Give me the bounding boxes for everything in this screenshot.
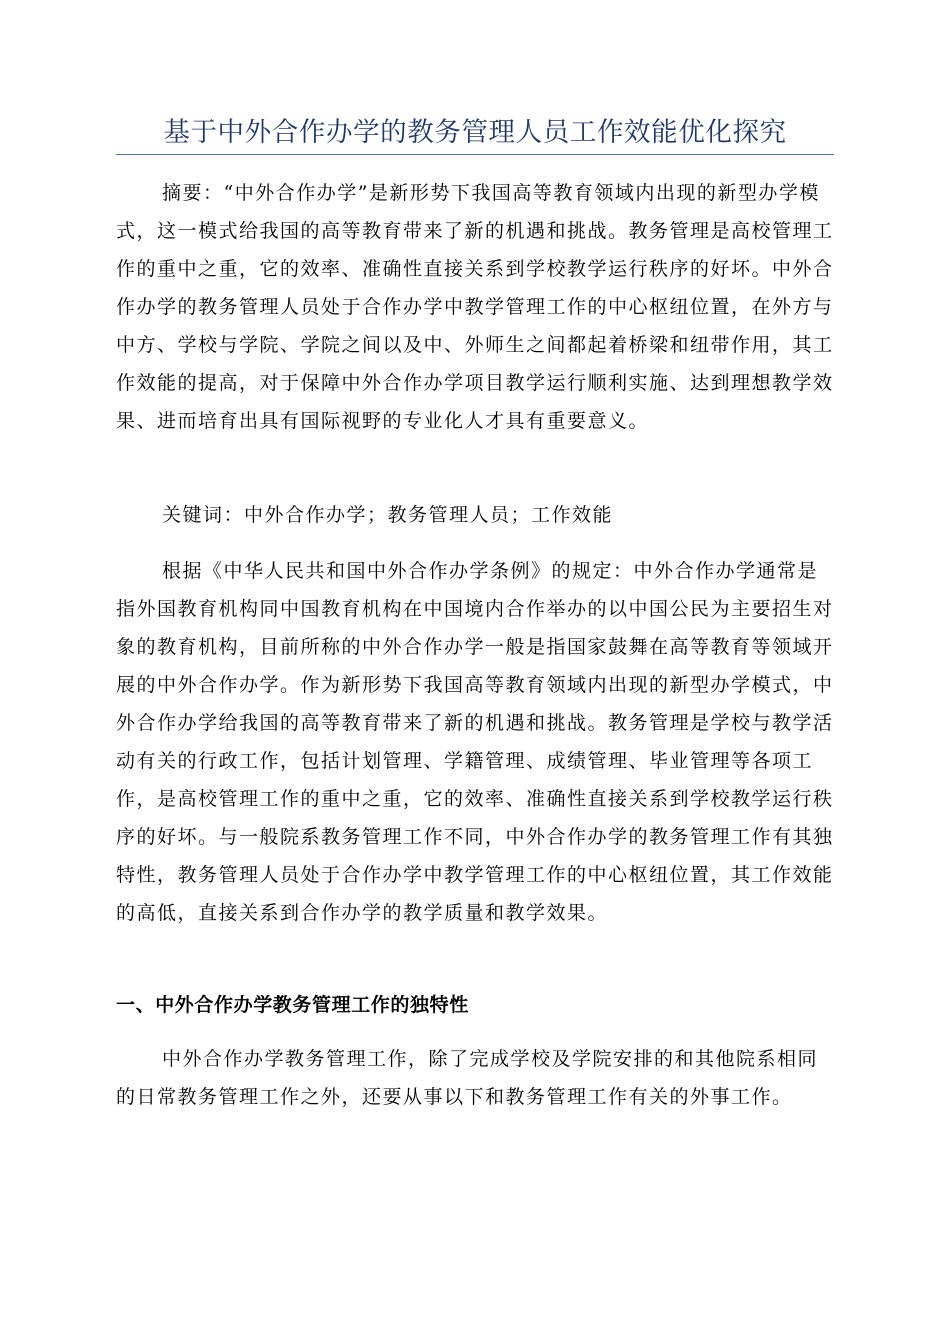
section-heading: 一、中外合作办学教务管理工作的独特性	[116, 994, 469, 1016]
section-paragraph: 中外合作办学教务管理工作，除了完成学校及学院安排的和其他院系相同的日常教务管理工作之外，还要从事以下和教务管理工作有关的外事工作。	[116, 1048, 819, 1108]
document-title: 基于中外合作办学的教务管理人员工作效能优化探究	[116, 116, 834, 155]
intro-paragraph: 根据《中华人民共和国中外合作办学条例》的规定：中外合作办学通常是指外国教育机构同中国教育机构在中国境内合作举办的以中国公民为主要招生对象的教育机构，目前所称的中外合作办学一般是指国家鼓舞在高等教育等领域开展的中外合作办学。作为新形势下我国高等教育领域内出现的新型办学模式，中外合作办学给我国的高等教育带来了新的机遇和挑战。教务管理是学校与教学活动有关的行政工作，包括计划管理、学籍管理、成绩管理、毕业管理等各项工作，是高校管理工作的重中之重，它的效率、准确性直接关系到学校教学运行秩序的好坏。与一般院系教务管理工作不同，中外合作办学的教务管理工作有其独特性，教务管理人员处于合作办学中教学管理工作的中心枢纽位置，其工作效能的高低，直接关系到合作办学的教学质量和教学效果。	[116, 560, 834, 924]
abstract-paragraph: 摘要：“中外合作办学”是新形势下我国高等教育领域内出现的新型办学模式，这一模式给我国的高等教育带来了新的机遇和挑战。教务管理是高校管理工作的重中之重，它的效率、准确性直接关系到学校教学运行秩序的好坏。中外合作办学的教务管理人员处于合作办学中教学管理工作的中心枢纽位置，在外方与中方、学校与学院、学院之间以及中、外师生之间都起着桥梁和纽带作用，其工作效能的提高，对于保障中外合作办学项目教学运行顺利实施、达到理想教学效果、进而培育出具有国际视野的专业化人才具有重要意义。	[116, 182, 834, 432]
keywords-paragraph: 关键词：中外合作办学；教务管理人员；工作效能	[162, 504, 614, 526]
